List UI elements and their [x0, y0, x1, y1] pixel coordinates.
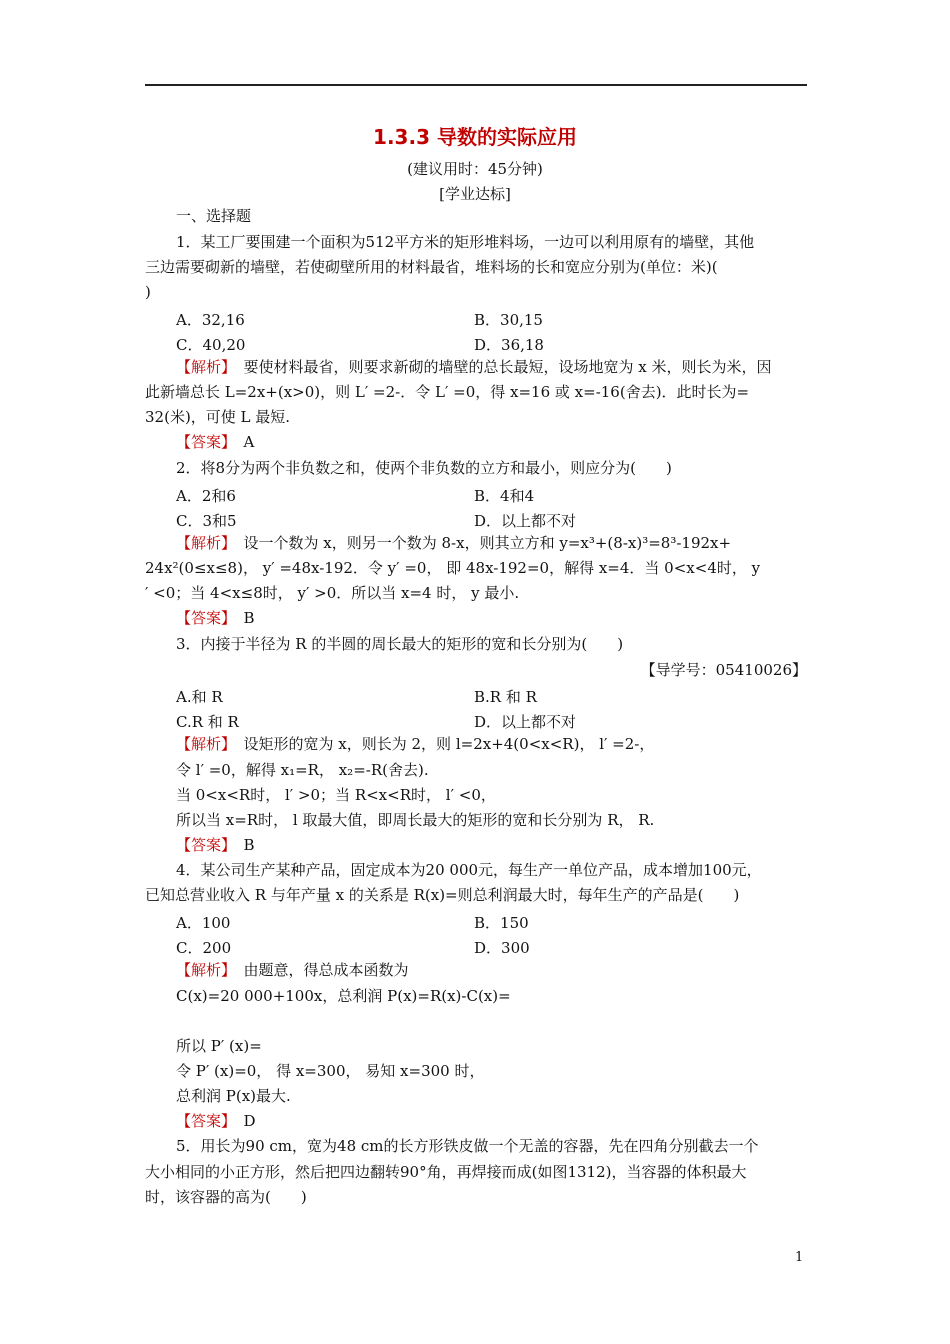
- q4-explanation-line4: 令 P′ (x)=0， 得 x=300， 易知 x=300 时，: [176, 1062, 485, 1080]
- answer-tag: 【答案】: [176, 836, 229, 854]
- q3-option-a: A.和 R: [176, 688, 223, 706]
- page-title: 1.3.3 导数的实际应用: [373, 125, 577, 149]
- q4-option-b: B．150: [474, 914, 529, 932]
- q2-answer: 【答案】 B: [176, 609, 255, 627]
- answer-tag: 【答案】: [176, 1112, 229, 1130]
- q3-explanation-line2: 令 l′ =0，解得 x₁=R， x₂=-R(舍去).: [176, 761, 429, 779]
- q1-option-c: C．40,20: [176, 336, 246, 354]
- q5-stem-line1: 5．用长为90 cm，宽为48 cm的长方形铁皮做一个无盖的容器，先在四角分别截去一个: [176, 1137, 759, 1155]
- explanation-tag: 【解析】: [176, 961, 229, 979]
- q4-option-a: A．100: [176, 914, 231, 932]
- explanation-tag: 【解析】: [176, 735, 229, 753]
- q3-option-b: B.R 和 R: [474, 688, 537, 706]
- q3-option-c: C.R 和 R: [176, 713, 239, 731]
- q1-explanation-line1: 【解析】 要使材料最省，则要求新砌的墙壁的总长最短，设场地宽为 x 米，则长为米，因: [176, 358, 772, 376]
- q3-explanation-line4: 所以当 x=R时， l 取最大值，即周长最大的矩形的宽和长分别为 R， R.: [176, 811, 655, 829]
- q5-stem-line3: 时，该容器的高为( ): [145, 1188, 307, 1206]
- q1-stem-line3: ): [145, 283, 151, 301]
- q2-explanation-line2: 24x²(0≤x≤8)， y′ =48x-192．令 y′ =0， 即 48x-192=0，解得 x=4．当 0<x<4时， y: [145, 559, 761, 577]
- q4-stem-line2: 已知总营业收入 R 与年产量 x 的关系是 R(x)=则总利润最大时，每年生产的产品是( ): [145, 886, 740, 904]
- q2-option-b: B．4和4: [474, 487, 535, 505]
- section-heading: 一、选择题: [176, 207, 252, 225]
- suggested-time: (建议用时：45分钟): [407, 160, 543, 178]
- answer-tag: 【答案】: [176, 433, 229, 451]
- q3-option-d: D．以上都不对: [474, 713, 577, 731]
- q3-explanation-line1: 【解析】 设矩形的宽为 x，则长为 2，则 l=2x+4(0<x<R)， l′ =2-，: [176, 735, 655, 753]
- q1-stem-line1: 1．某工厂要围建一个面积为512平方米的矩形堆料场，一边可以利用原有的墙壁，其他: [176, 233, 755, 251]
- q4-explanation-line5: 总利润 P(x)最大.: [176, 1087, 291, 1105]
- section-label: [学业达标]: [439, 185, 511, 203]
- guide-number: 【导学号：05410026】: [640, 661, 807, 679]
- q1-stem-line2: 三边需要砌新的墙壁，若使砌壁所用的材料最省，堆料场的长和宽应分别为(单位：米)(: [145, 258, 718, 276]
- q3-stem-line1: 3．内接于半径为 R 的半圆的周长最大的矩形的宽和长分别为( ): [176, 635, 624, 653]
- q4-option-d: D．300: [474, 939, 530, 957]
- q1-explanation-line2: 此新墙总长 L=2x+(x>0)，则 L′ =2-．令 L′ =0，得 x=16 或 x=-16(舍去)．此时长为=: [145, 383, 750, 401]
- q4-explanation-line2: C(x)=20 000+100x，总利润 P(x)=R(x)-C(x)=: [176, 987, 511, 1005]
- q2-option-c: C．3和5: [176, 512, 237, 530]
- q4-option-c: C．200: [176, 939, 232, 957]
- q4-answer: 【答案】 D: [176, 1112, 256, 1130]
- q5-stem-line2: 大小相同的小正方形，然后把四边翻转90°角，再焊接而成(如图1312)，当容器的体积最大: [145, 1163, 747, 1181]
- explanation-tag: 【解析】: [176, 534, 229, 552]
- explanation-tag: 【解析】: [176, 358, 229, 376]
- q4-stem-line1: 4．某公司生产某种产品，固定成本为20 000元，每生产一单位产品，成本增加100元，: [176, 861, 762, 879]
- q1-option-a: A．32,16: [176, 311, 245, 329]
- q1-answer: 【答案】 A: [176, 433, 255, 451]
- q2-stem-line1: 2．将8分为两个非负数之和，使两个非负数的立方和最小，则应分为( ): [176, 459, 672, 477]
- q3-explanation-line3: 当 0<x<R时， l′ >0；当 R<x<R时， l′ <0，: [176, 786, 496, 804]
- header-rule: [145, 84, 807, 86]
- answer-tag: 【答案】: [176, 609, 229, 627]
- q3-answer: 【答案】 B: [176, 836, 255, 854]
- q2-option-d: D．以上都不对: [474, 512, 577, 530]
- q1-option-d: D．36,18: [474, 336, 544, 354]
- q2-option-a: A．2和6: [176, 487, 236, 505]
- q2-explanation-line1: 【解析】 设一个数为 x，则另一个数为 8-x，则其立方和 y=x³+(8-x)³=8³-192x+: [176, 534, 732, 552]
- q1-explanation-line3: 32(米)，可使 L 最短.: [145, 408, 291, 426]
- q4-explanation-line1: 【解析】 由题意，得总成本函数为: [176, 961, 409, 979]
- q2-explanation-line3: ′ <0；当 4<x≤8时， y′ >0．所以当 x=4 时， y 最小.: [145, 584, 520, 602]
- page-number: 1: [795, 1250, 804, 1265]
- q4-explanation-line3: 所以 P′ (x)=: [176, 1037, 262, 1055]
- q1-option-b: B．30,15: [474, 311, 543, 329]
